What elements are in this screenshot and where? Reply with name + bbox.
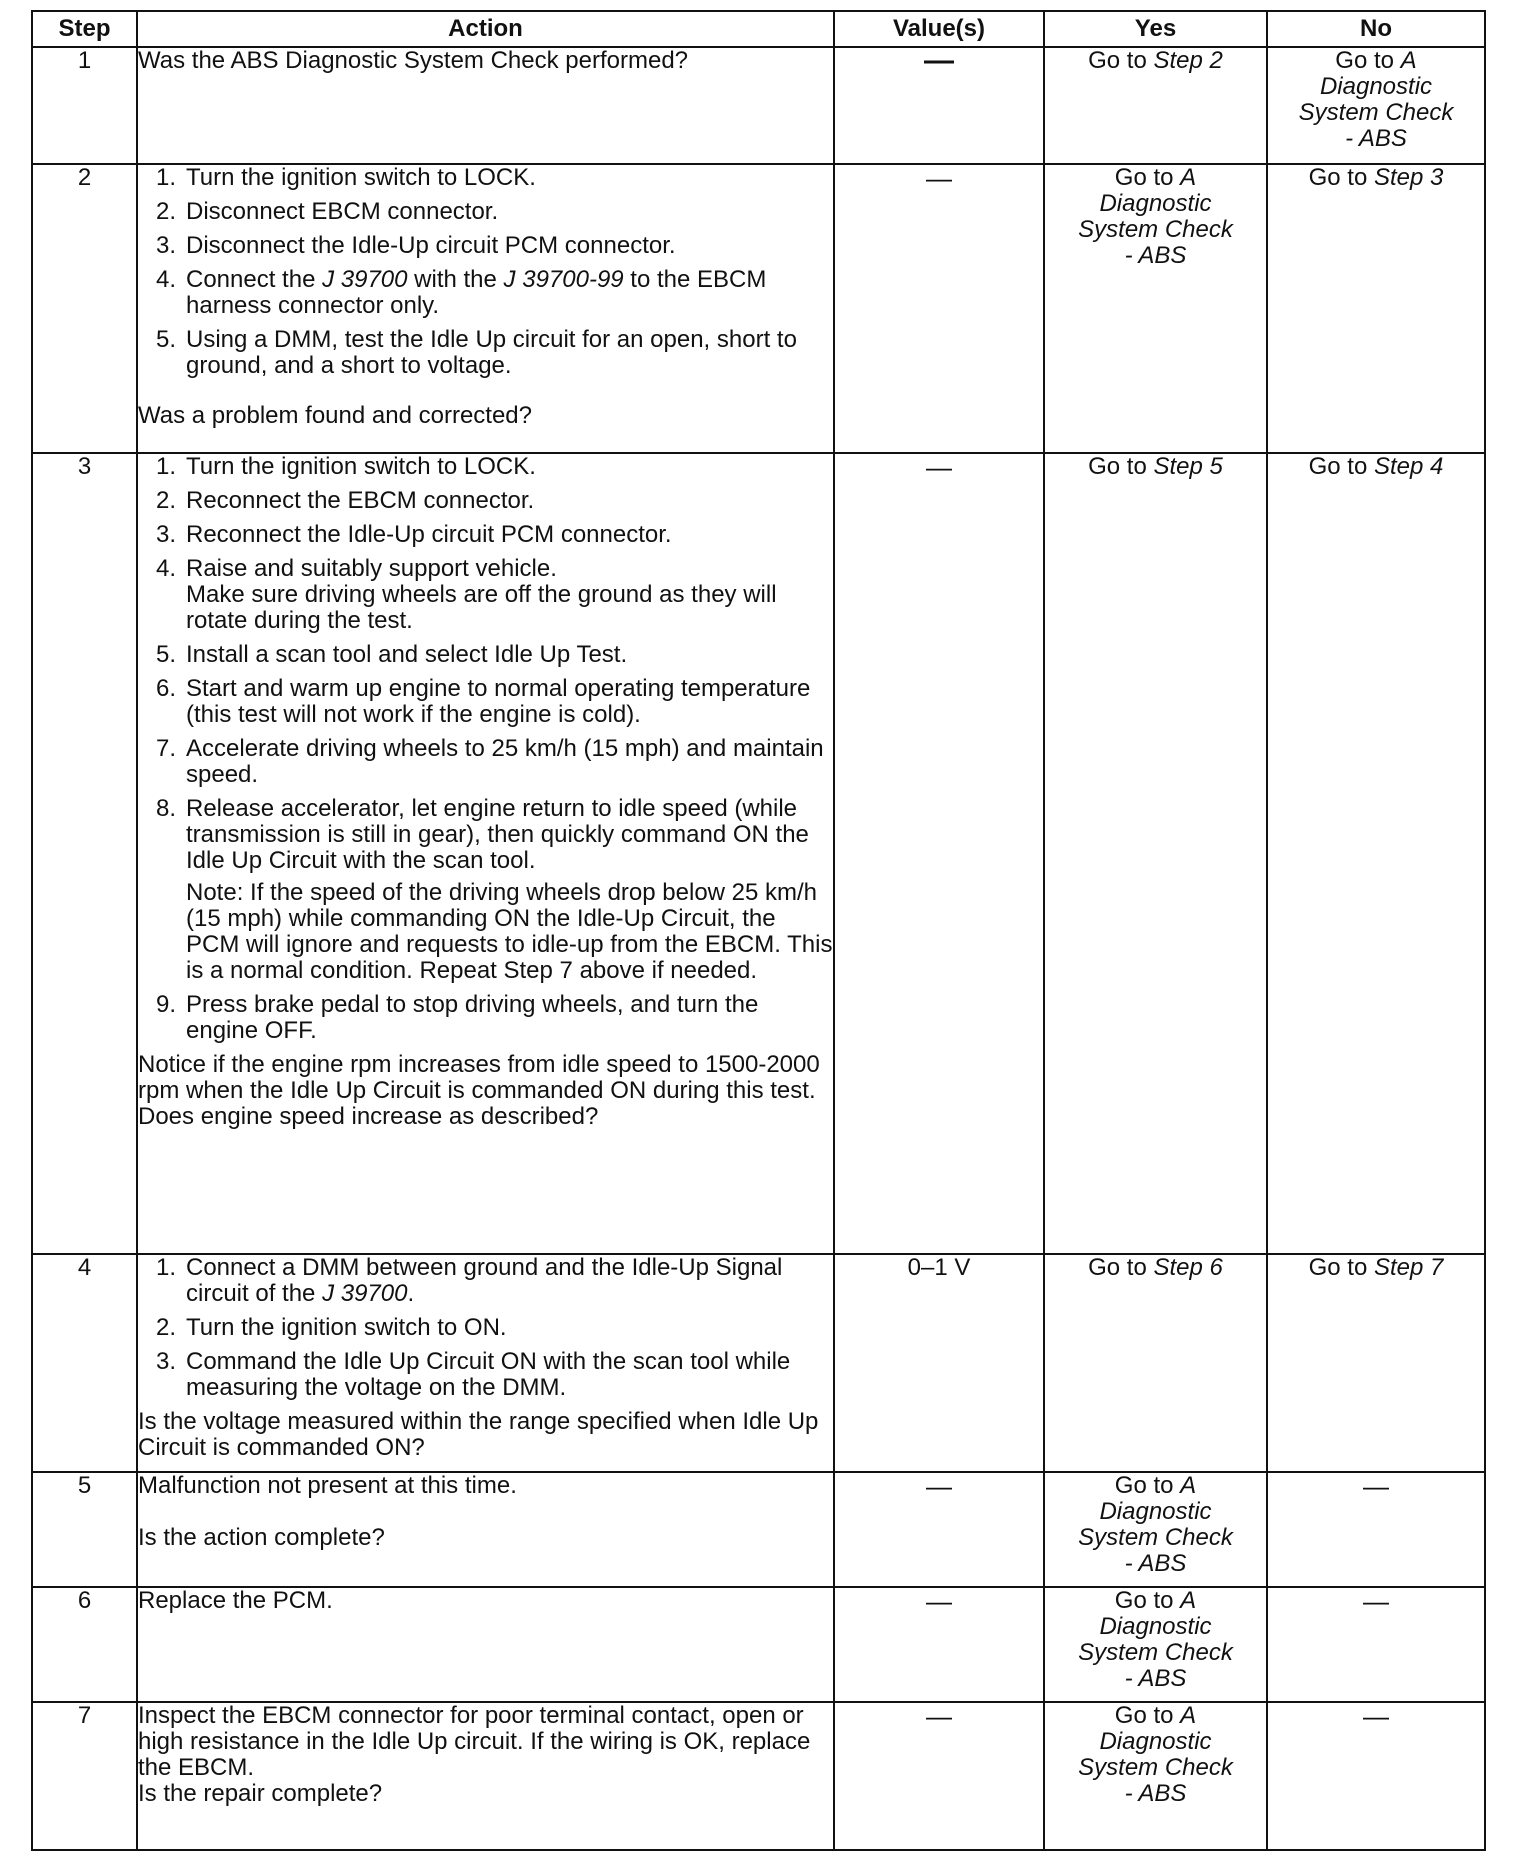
action-list <box>138 454 833 1044</box>
yes-cell: Go to A Diagnostic System Check - ABS <box>1044 1702 1267 1850</box>
action-text: Replace the PCM. <box>138 1587 333 1614</box>
list-item: 2. Reconnect the EBCM connector. <box>155 487 535 514</box>
action-cell <box>137 1254 834 1472</box>
value-cell: — <box>834 1587 1044 1702</box>
table-row-step-2 <box>32 164 1485 453</box>
yes-cell: Go to A Diagnostic System Check - ABS <box>1044 1472 1267 1587</box>
action-cell <box>137 1587 834 1702</box>
no-cell: — <box>1267 1587 1485 1702</box>
action-question: Is the voltage measured within the range specified when Idle Up Circuit is commanded ON? <box>138 1408 819 1461</box>
action-question: Was the ABS Diagnostic System Check performed? <box>138 47 689 74</box>
header-row <box>32 11 1485 47</box>
step-number: 4 <box>32 1254 137 1472</box>
value-cell: — <box>834 164 1044 453</box>
list-item: 5. Using a DMM, test the Idle Up circuit for an open, short to ground, and a short to voltage. <box>155 326 797 379</box>
table-row-step-6 <box>32 1587 1485 1702</box>
no-cell: Go to A Diagnostic System Check - ABS <box>1267 47 1485 164</box>
action-list <box>138 1255 833 1401</box>
table-row-step-1 <box>32 47 1485 164</box>
step-number: 7 <box>32 1702 137 1850</box>
list-item: 2. Disconnect EBCM connector. <box>155 198 499 225</box>
value-cell: 0–1 V <box>834 1254 1044 1472</box>
yes-cell: Go to A Diagnostic System Check - ABS <box>1044 164 1267 453</box>
table-row-step-3 <box>32 453 1485 1254</box>
step-number: 5 <box>32 1472 137 1587</box>
no-cell: Go to Step 4 <box>1267 453 1485 1254</box>
yes-cell: Go to Step 6 <box>1044 1254 1267 1472</box>
list-item: 3. Disconnect the Idle-Up circuit PCM connector. <box>155 232 676 259</box>
header-values: Value(s) <box>834 11 1044 47</box>
no-cell: Go to Step 3 <box>1267 164 1485 453</box>
action-question: Notice if the engine rpm increases from idle speed to 1500-2000 rpm when the Idle Up Circuit is commanded ON during this test. Does engine speed increase as described? <box>138 1051 820 1130</box>
action-text: Malfunction not present at this time. <box>138 1472 517 1499</box>
list-item: 5. Install a scan tool and select Idle Up Test. <box>155 641 628 668</box>
list-item: 3. Command the Idle Up Circuit ON with the scan tool while measuring the voltage on the DMM. <box>155 1348 791 1401</box>
list-item: 1. Turn the ignition switch to LOCK. <box>155 453 536 480</box>
header-yes: Yes <box>1044 11 1267 47</box>
list-item: 3. Reconnect the Idle-Up circuit PCM connector. <box>155 521 672 548</box>
yes-cell: Go to Step 2 <box>1044 47 1267 164</box>
table-row-step-5 <box>32 1472 1485 1587</box>
action-question: Is the action complete? <box>138 1524 385 1551</box>
table-row-step-7 <box>32 1702 1485 1850</box>
list-item: 1. Turn the ignition switch to LOCK. <box>155 164 536 191</box>
action-question: Was a problem found and corrected? <box>138 402 532 429</box>
list-item: 4. Raise and suitably support vehicle. Make sure driving wheels are off the ground as they will rotate during the test. <box>155 555 777 634</box>
list-item: 7. Accelerate driving wheels to 25 km/h (15 mph) and maintain speed. <box>155 735 824 788</box>
action-cell <box>137 1472 834 1587</box>
no-cell: Go to Step 7 <box>1267 1254 1485 1472</box>
no-cell: — <box>1267 1472 1485 1587</box>
action-cell <box>137 164 834 453</box>
value-cell: — <box>834 453 1044 1254</box>
action-cell <box>137 47 834 164</box>
action-cell <box>137 453 834 1254</box>
diagnostic-table <box>31 10 1486 1851</box>
list-item: 9. Press brake pedal to stop driving wheels, and turn the engine OFF. <box>155 991 759 1044</box>
list-item: 8. Release accelerator, let engine return to idle speed (while transmission is still in gear), then quickly command ON the Idle Up Circuit with the scan tool. Note: If the speed of the driving wheels drop below 25 km/h (15 mph) while commanding ON the Idle-Up Circuit, the PCM will ignore and requests to idle-up from the EBCM. This is a normal condition. Repeat Step 7 above if needed. <box>155 795 833 984</box>
header-step: Step <box>32 11 137 47</box>
step-number: 1 <box>32 47 137 164</box>
value-cell: — <box>834 1472 1044 1587</box>
value-cell: — <box>834 1702 1044 1850</box>
action-text: Inspect the EBCM connector for poor terminal contact, open or high resistance in the Idle Up circuit. If the wiring is OK, replace the EBCM. <box>138 1702 811 1781</box>
action-cell <box>137 1702 834 1850</box>
header-action: Action <box>137 11 834 47</box>
list-item: 2. Turn the ignition switch to ON. <box>155 1314 507 1341</box>
list-item: 4. Connect the J 39700 with the J 39700-99 to the EBCM harness connector only. <box>155 266 767 319</box>
step-number: 2 <box>32 164 137 453</box>
table-row-step-4 <box>32 1254 1485 1472</box>
step-number: 6 <box>32 1587 137 1702</box>
list-item: 1. Connect a DMM between ground and the Idle-Up Signal circuit of the J 39700. <box>155 1254 783 1307</box>
action-list <box>138 165 833 379</box>
yes-cell: Go to A Diagnostic System Check - ABS <box>1044 1587 1267 1702</box>
note-text: Note: If the speed of the driving wheels drop below 25 km/h (15 mph) while commanding ON the Idle-Up Circuit, the PCM will ignore and requests to idle-up from the EBCM. This is a normal condition. Repeat Step 7 above if needed. <box>186 879 833 984</box>
yes-cell: Go to Step 5 <box>1044 453 1267 1254</box>
no-cell: — <box>1267 1702 1485 1850</box>
header-no: No <box>1267 11 1485 47</box>
step-number: 3 <box>32 453 137 1254</box>
value-cell: — <box>834 47 1044 164</box>
list-item: 6. Start and warm up engine to normal operating temperature (this test will not work if the engine is cold). <box>155 675 811 728</box>
action-question: Is the repair complete? <box>138 1780 383 1807</box>
